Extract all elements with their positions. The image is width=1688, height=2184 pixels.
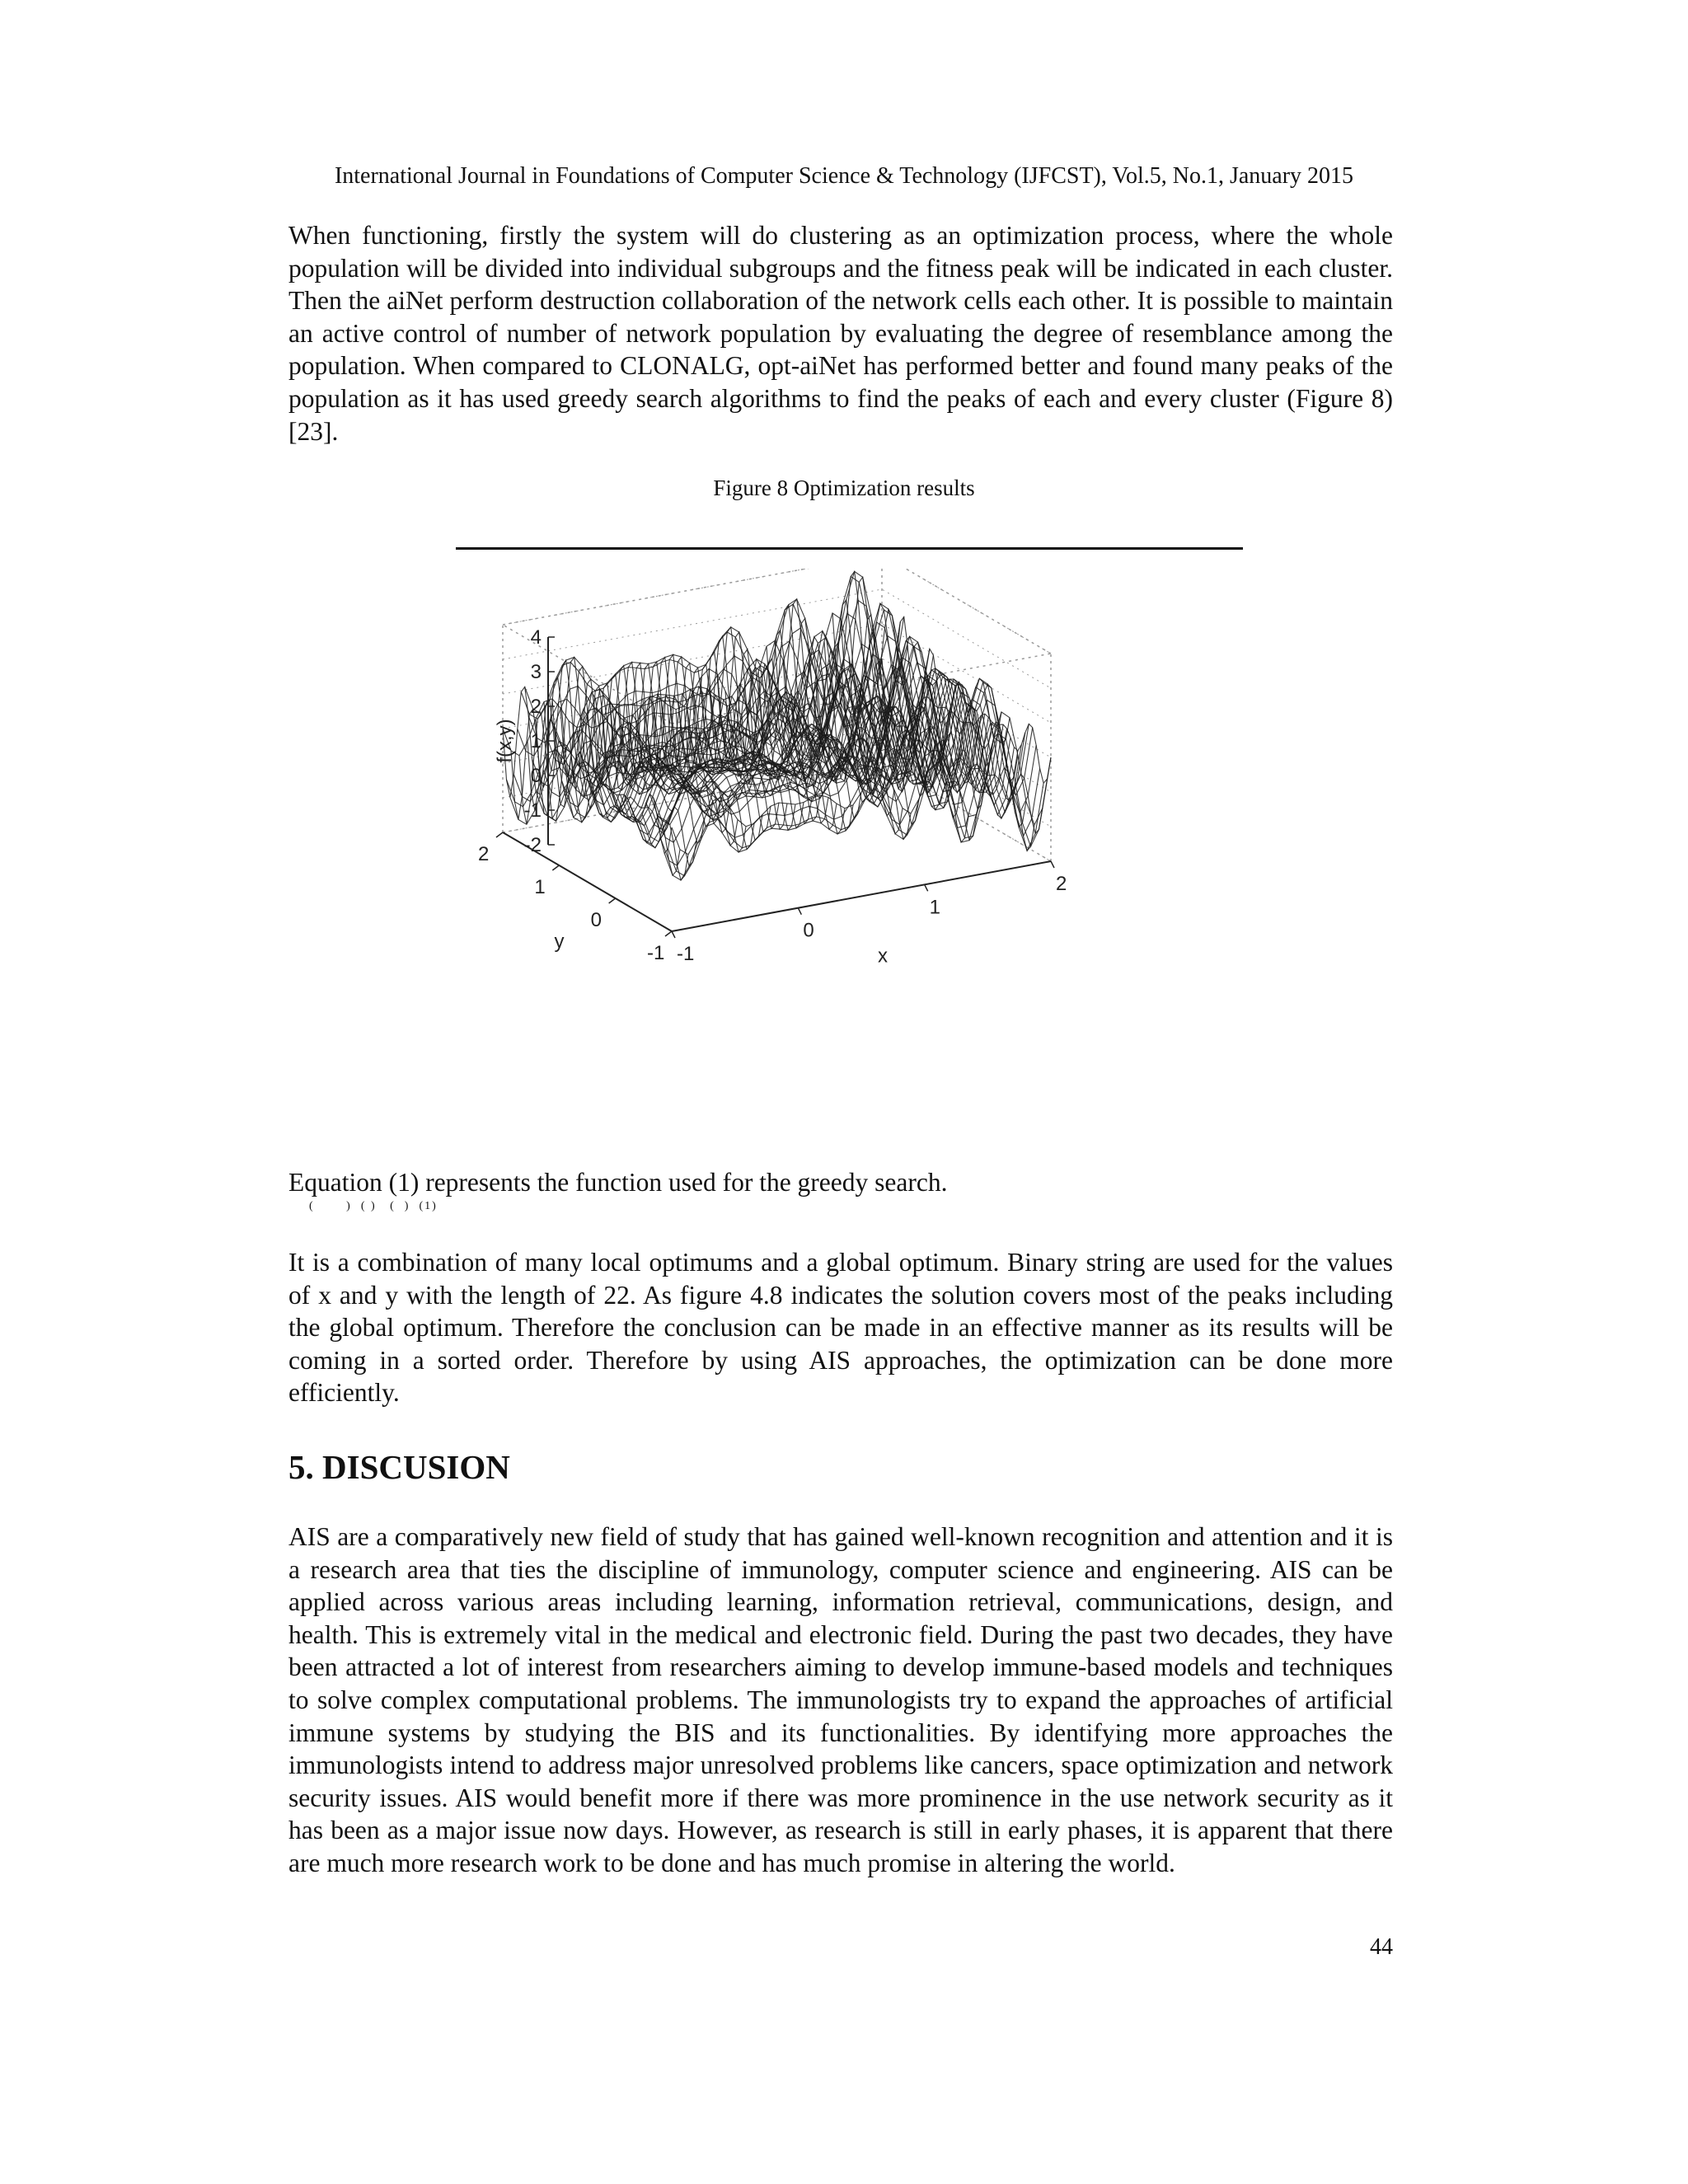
y-tick-mark bbox=[665, 931, 672, 936]
z-tick-label: 1 bbox=[530, 730, 542, 752]
x-tick-mark bbox=[1051, 861, 1054, 868]
z-axis-label: f(x,y) bbox=[494, 719, 516, 763]
x-tick-mark bbox=[672, 931, 675, 938]
figure-8-surface-plot bbox=[474, 569, 1249, 1146]
x-tick-mark bbox=[925, 884, 928, 891]
z-tick-label: 4 bbox=[530, 626, 542, 649]
x-tick-label: 1 bbox=[929, 896, 941, 919]
box-edge bbox=[503, 569, 882, 625]
y-tick-label: 1 bbox=[534, 876, 546, 898]
section-heading: 5. DISCUSION bbox=[288, 1448, 510, 1486]
body-paragraph-2: It is a combination of many local optimums and a global optimum. Binary string are used for the values of x and y with the length of 22. As figure 4.8 indicates the solution covers most of the peaks including the global optimum. Therefore the conclusion can be made in an effective manner as its results will be coming in a sorted order. Therefore by using AIS approaches, the optimization can be done more efficiently. bbox=[288, 1248, 1393, 1408]
y-tick-mark bbox=[496, 832, 503, 837]
x-tick-label: 0 bbox=[803, 919, 814, 942]
x-axis-line bbox=[672, 861, 1051, 931]
running-header: International Journal in Foundations of Computer Science & Technology (IJFCST), Vol.5, No.1, January 2015 bbox=[334, 163, 1354, 189]
z-tick-label: -1 bbox=[523, 799, 542, 822]
x-tick-label: 2 bbox=[1056, 873, 1067, 895]
x-axis-label: x bbox=[878, 944, 888, 968]
z-tick-label: 3 bbox=[530, 661, 542, 683]
page-number: 44 bbox=[1370, 1934, 1393, 1960]
y-tick-mark bbox=[552, 865, 559, 870]
x-tick-label: -1 bbox=[677, 943, 695, 965]
y-tick-mark bbox=[609, 898, 616, 903]
z-tick-label: 2 bbox=[530, 696, 542, 718]
surface-plot-svg bbox=[474, 569, 1249, 1146]
z-tick-label: -2 bbox=[523, 834, 542, 856]
body-paragraph-1: When functioning, firstly the system will do clustering as an optimization process, where the whole population will be divided into individual subgroups and the fitness peak will be indicated in each cluster. Then the aiNet perform destruction collaboration of the network cells each other. It is possible to maintain an active control of number of network population by evaluating the degree of resemblance among the population. When compared to CLONALG, opt-aiNet has performed better and found many peaks of the population as it has used greedy search algorithms to find the peaks of each and every cluster (Figure 8) [23]. bbox=[288, 221, 1393, 446]
surface-mesh bbox=[503, 571, 1051, 880]
figure-caption: Figure 8 Optimization results bbox=[713, 476, 975, 500]
y-tick-label: 2 bbox=[478, 843, 490, 865]
equation-fragment: ( ) ( ) ( ) (1) bbox=[309, 1200, 438, 1212]
y-tick-label: -1 bbox=[647, 942, 665, 964]
equation-intro: Equation (1) represents the function used for the greedy search. bbox=[288, 1168, 948, 1197]
body-paragraph-3: AIS are a comparatively new field of study that has gained well-known recognition and attention and it is a research area that ties the discipline of immunology, computer science and engineering. AIS can be applied across various areas including learning, information retrieval, communications, design, and health. This is extremely vital in the medical and electronic field. During the past two decades, they have been attracted a lot of interest from researchers aiming to develop immune-based models and techniques to solve complex computational problems. The immunologists try to expand the approaches of artificial immune systems by studying the BIS and its functionalities. By identifying more approaches the immunologists intend to address major unresolved problems like cancers, space optimization and network security issues. AIS would benefit more if there was more prominence in the use network security as it has been as a major issue now days. However, as research is still in early phases, it is apparent that there are much more research work to be done and has much promise in altering the world. bbox=[288, 1522, 1393, 1877]
figure-top-rule bbox=[456, 547, 1243, 550]
x-tick-mark bbox=[798, 908, 801, 915]
y-tick-label: 0 bbox=[590, 909, 603, 931]
y-axis-label: y bbox=[554, 930, 565, 953]
z-tick-label: 0 bbox=[530, 765, 542, 787]
